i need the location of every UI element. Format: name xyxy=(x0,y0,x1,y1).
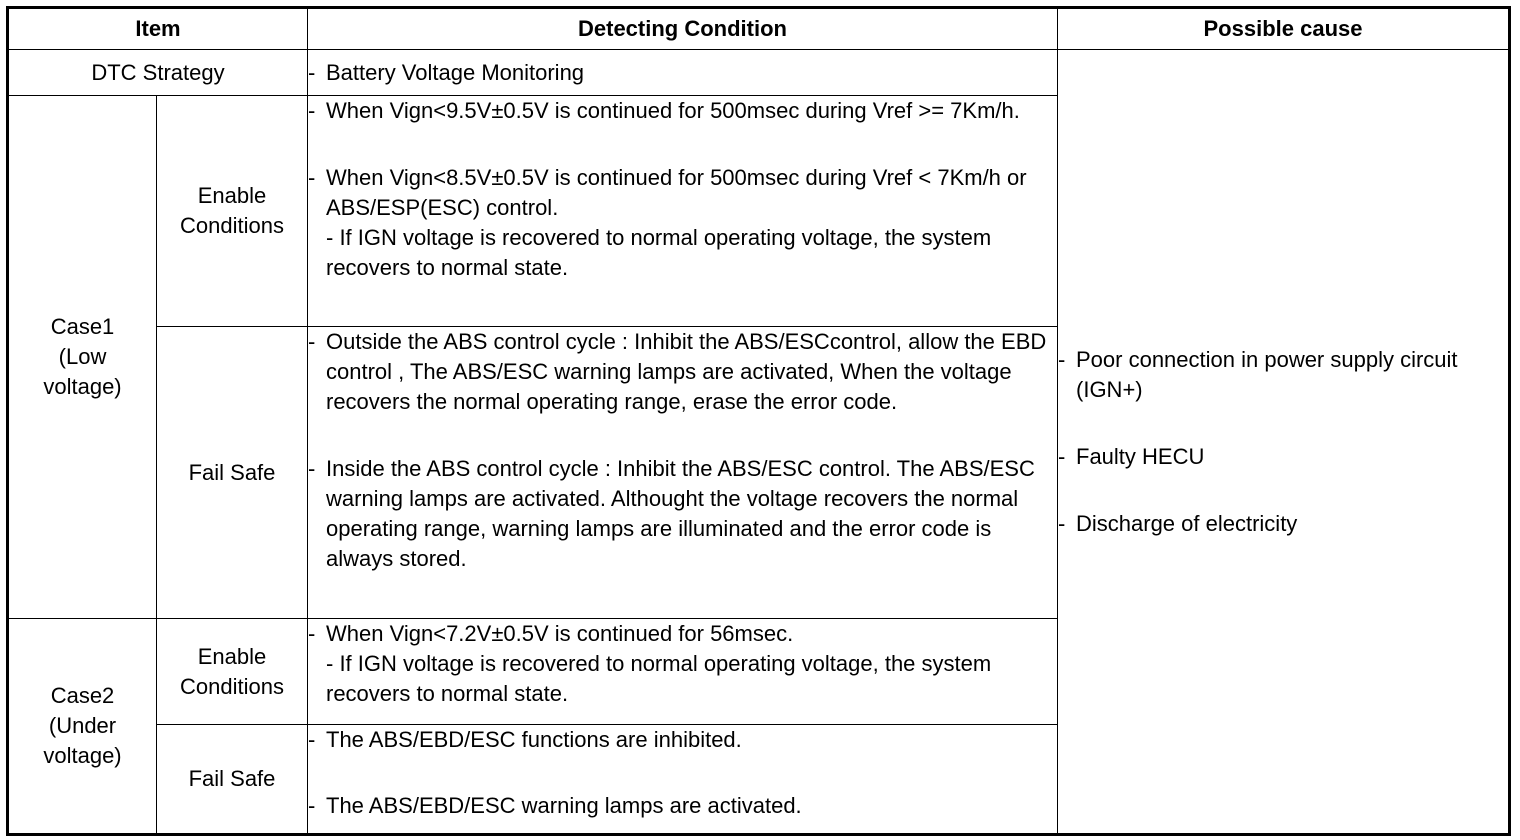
header-possible-cause: Possible cause xyxy=(1058,8,1510,50)
case2-label: Case2 (Under voltage) xyxy=(8,619,157,835)
dtc-strategy-label: DTC Strategy xyxy=(8,50,308,96)
condition-subitem: - If IGN voltage is recovered to normal operating voltage, the system recovers to normal state. xyxy=(326,651,992,706)
dtc-strategy-condition-text: Battery Voltage Monitoring xyxy=(326,59,585,85)
cause-item: - Faulty HECU xyxy=(1058,443,1205,469)
cause-text: Poor connection in power supply circuit (IGN+) xyxy=(1076,346,1458,402)
condition-item: - The ABS/EBD/ESC functions are inhibited. xyxy=(308,727,742,752)
case1-label: Case1 (Low voltage) xyxy=(8,96,157,619)
case1-enable-label: Enable Conditions xyxy=(157,96,308,327)
case2-enable-label: Enable Conditions xyxy=(157,619,308,725)
case2-enable-conditions xyxy=(308,619,1058,725)
case1-failsafe-conditions xyxy=(308,327,1058,619)
header-row xyxy=(8,8,1510,50)
dtc-strategy-row xyxy=(8,50,1510,96)
cause-item: - Poor connection in power supply circuit (IGN+) xyxy=(1058,346,1458,402)
case1-failsafe-label: Fail Safe xyxy=(157,327,308,619)
condition-subitem: - If IGN voltage is recovered to normal operating voltage, the system recovers to normal state. xyxy=(326,225,992,280)
condition-item: - When Vign<7.2V±0.5V is continued for 56msec. xyxy=(308,621,794,646)
case1-enable-conditions xyxy=(308,96,1058,327)
dtc-strategy-condition xyxy=(308,50,1058,96)
condition-item: - When Vign<9.5V±0.5V is continued for 500msec during Vref >= 7Km/h. xyxy=(308,98,1020,123)
case2-failsafe-label: Fail Safe xyxy=(157,725,308,835)
dash-marker: - xyxy=(308,59,316,85)
condition-item: - When Vign<8.5V±0.5V is continued for 500msec during Vref < 7Km/h or ABS/ESP(ESC) control. xyxy=(308,165,1027,220)
header-item: Item xyxy=(8,8,308,50)
header-detecting-condition: Detecting Condition xyxy=(308,8,1058,50)
condition-item: - The ABS/EBD/ESC warning lamps are activated. xyxy=(308,793,802,818)
condition-item: - Outside the ABS control cycle : Inhibit the ABS/ESCcontrol, allow the EBD control , The ABS/ESC warning lamps are activated, When the voltage recovers the normal operating range, erase the error code. xyxy=(308,329,1047,414)
possible-cause-cell xyxy=(1058,50,1510,835)
dtc-table xyxy=(6,6,1511,836)
case2-failsafe-conditions xyxy=(308,725,1058,835)
cause-item: - Discharge of electricity xyxy=(1058,510,1298,536)
condition-item: - Inside the ABS control cycle : Inhibit the ABS/ESC control. The ABS/ESC warning lamps are activated. Althought the voltage recovers the normal operating range, warning lamps are illuminated and the error code is always stored. xyxy=(308,456,1035,571)
cause-text: Faulty HECU xyxy=(1076,443,1205,469)
cause-text: Discharge of electricity xyxy=(1076,510,1298,536)
